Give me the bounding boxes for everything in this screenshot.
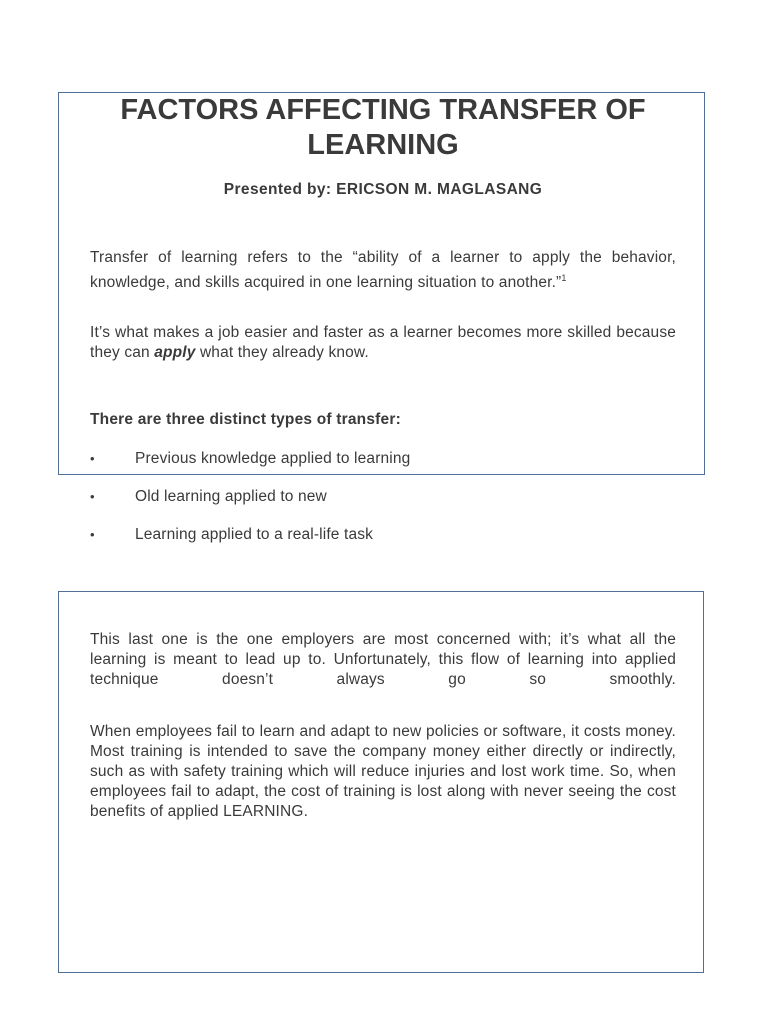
explanation-paragraph	[90, 323, 676, 363]
employer-concern-paragraph: This last one is the one employers are most concerned with; it’s what all the learning is meant to lead up to. Unfortunately, this flow of learning into applied technique doesn’t always go so smoothly.	[90, 631, 676, 688]
explanation-text-end: what they already know.	[195, 344, 369, 361]
definition-paragraph	[90, 248, 676, 293]
document-title: FACTORS AFFECTING TRANSFER OF LEARNING	[120, 94, 646, 161]
bullet-icon: •	[90, 527, 95, 542]
list-item-text: Previous knowledge applied to learning	[135, 450, 411, 467]
bullet-icon: •	[90, 489, 95, 504]
presenter-line: Presented by: ERICSON M. MAGLASANG	[223, 181, 543, 198]
bullet-icon: •	[90, 451, 95, 466]
definition-text: Transfer of learning refers to the “ability of a learner to apply the behavior, knowledge, and skills acquired in one learning situation to another.”	[90, 249, 676, 292]
list-item-text: Learning applied to a real-life task	[135, 526, 374, 543]
footnote-marker: 1	[561, 273, 567, 283]
explanation-text-start: It’s what makes a job easier and faster as a learner becomes more skilled because they can	[90, 324, 676, 361]
types-heading: There are three distinct types of transfer:	[90, 411, 401, 428]
emphasis-apply: apply	[154, 344, 196, 361]
list-item-text: Old learning applied to new	[135, 488, 327, 505]
cost-paragraph: When employees fail to learn and adapt to new policies or software, it costs money. Most training is intended to save the company money either directly or indirectly, such as with safety training which will reduce injuries and lost work time. So, when employees fail to adapt, the cost of training is lost along with never seeing the cost benefits of applied LEARNING.	[90, 723, 676, 820]
